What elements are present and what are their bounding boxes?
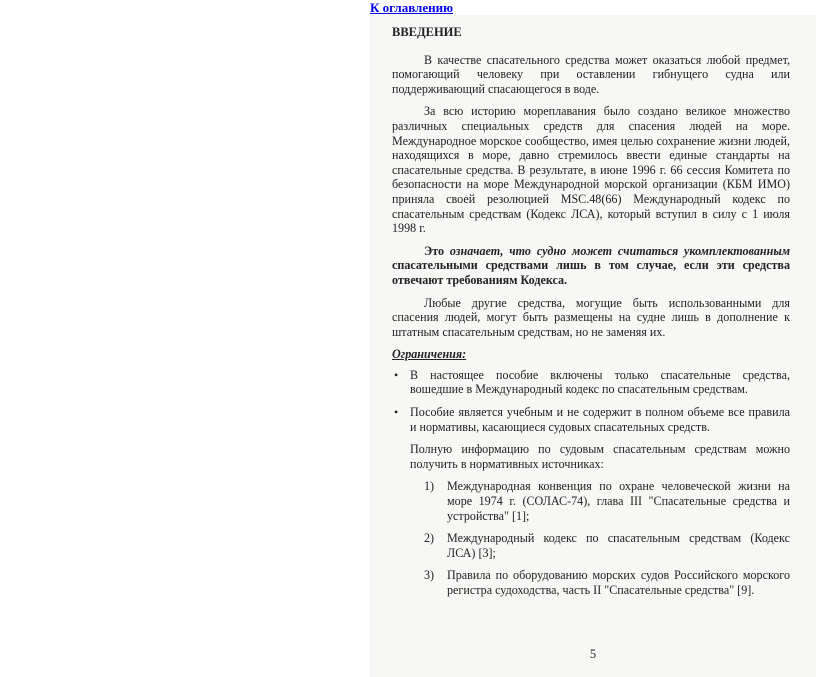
toc-link[interactable]: К оглавлению	[370, 0, 454, 15]
source-number: 1)	[424, 479, 435, 494]
bullet-icon: •	[394, 367, 399, 382]
list-item	[392, 405, 790, 434]
source-text: Международный кодекс по спасательным средствам (Кодекс ЛСА) [3];	[447, 531, 790, 560]
source-item	[424, 479, 790, 523]
paragraph-4: Любые другие средства, могущие быть использованными для спасения людей, могут быть размещены на судне лишь в дополнение к штатным спасательным средствам, но не заменяя их.	[392, 295, 790, 339]
limitations-heading-colon: :	[462, 347, 467, 362]
paragraph-2: За всю историю мореплавания было создано великое множество различных специальных средств для спасения людей на море. Международное морское сообщество, имея целью сохранение жизни людей, находящихся в море, давно стремилось ввести единые стандарты на спасательные средства. В результате, в июне 1996 г. 66 сессия Комитета по безопасности на море Международной морской организации (КБМ ИМО) приняла своей резолюцией MSC.48(66) Международный кодекс по спасательным средствам (Кодекс ЛСА), который вступил в силу с 1 июля 1998 г.	[392, 104, 790, 236]
source-item	[424, 531, 790, 560]
limitations-heading-text: Ограничения	[392, 347, 463, 362]
paragraph-3-part-a: Это	[424, 243, 450, 258]
sources-list	[424, 479, 790, 597]
source-item	[424, 568, 790, 597]
limitations-list	[392, 368, 790, 434]
paragraph-3	[392, 244, 790, 288]
list-item-text: В настоящее пособие включены только спасательные средства, вошедшие в Международный кодекс по спасательным средствам.	[410, 367, 790, 397]
document-page	[370, 15, 816, 677]
page-number: 5	[589, 647, 597, 661]
source-text: Международная конвенция по охране человеческой жизни на море 1974 г. (СОЛАС-74), глава III "Спасательные средства и устройства" [1];	[447, 479, 790, 523]
bullet-icon: •	[394, 405, 399, 420]
page-title: ВВЕДЕНИЕ	[392, 25, 462, 39]
paragraph-3-emphasis: означает, что судно может считаться укомплектованным	[449, 243, 790, 258]
list-item	[392, 368, 790, 397]
source-number: 3)	[424, 568, 435, 583]
sources-intro: Полную информацию по судовым спасательным средствам можно получить в нормативных источниках:	[410, 442, 790, 471]
limitations-heading	[392, 347, 790, 362]
paragraph-3-part-c: спасательными средствами лишь в том случае, если эти средства отвечают требованиям Кодекса.	[392, 258, 790, 287]
source-number: 2)	[424, 531, 435, 546]
source-text: Правила по оборудованию морских судов Российского морского регистра судоходства, часть II "Спасательные средства" [9].	[447, 568, 790, 597]
paragraph-1: В качестве спасательного средства может оказаться любой предмет, помогающий человеку при оставлении гибнущего судна или поддерживающий спасающегося в воде.	[392, 52, 790, 96]
list-item-text: Пособие является учебным и не содержит в полном объеме все правила и нормативы, касающиеся судовых спасательных средств.	[410, 405, 790, 434]
